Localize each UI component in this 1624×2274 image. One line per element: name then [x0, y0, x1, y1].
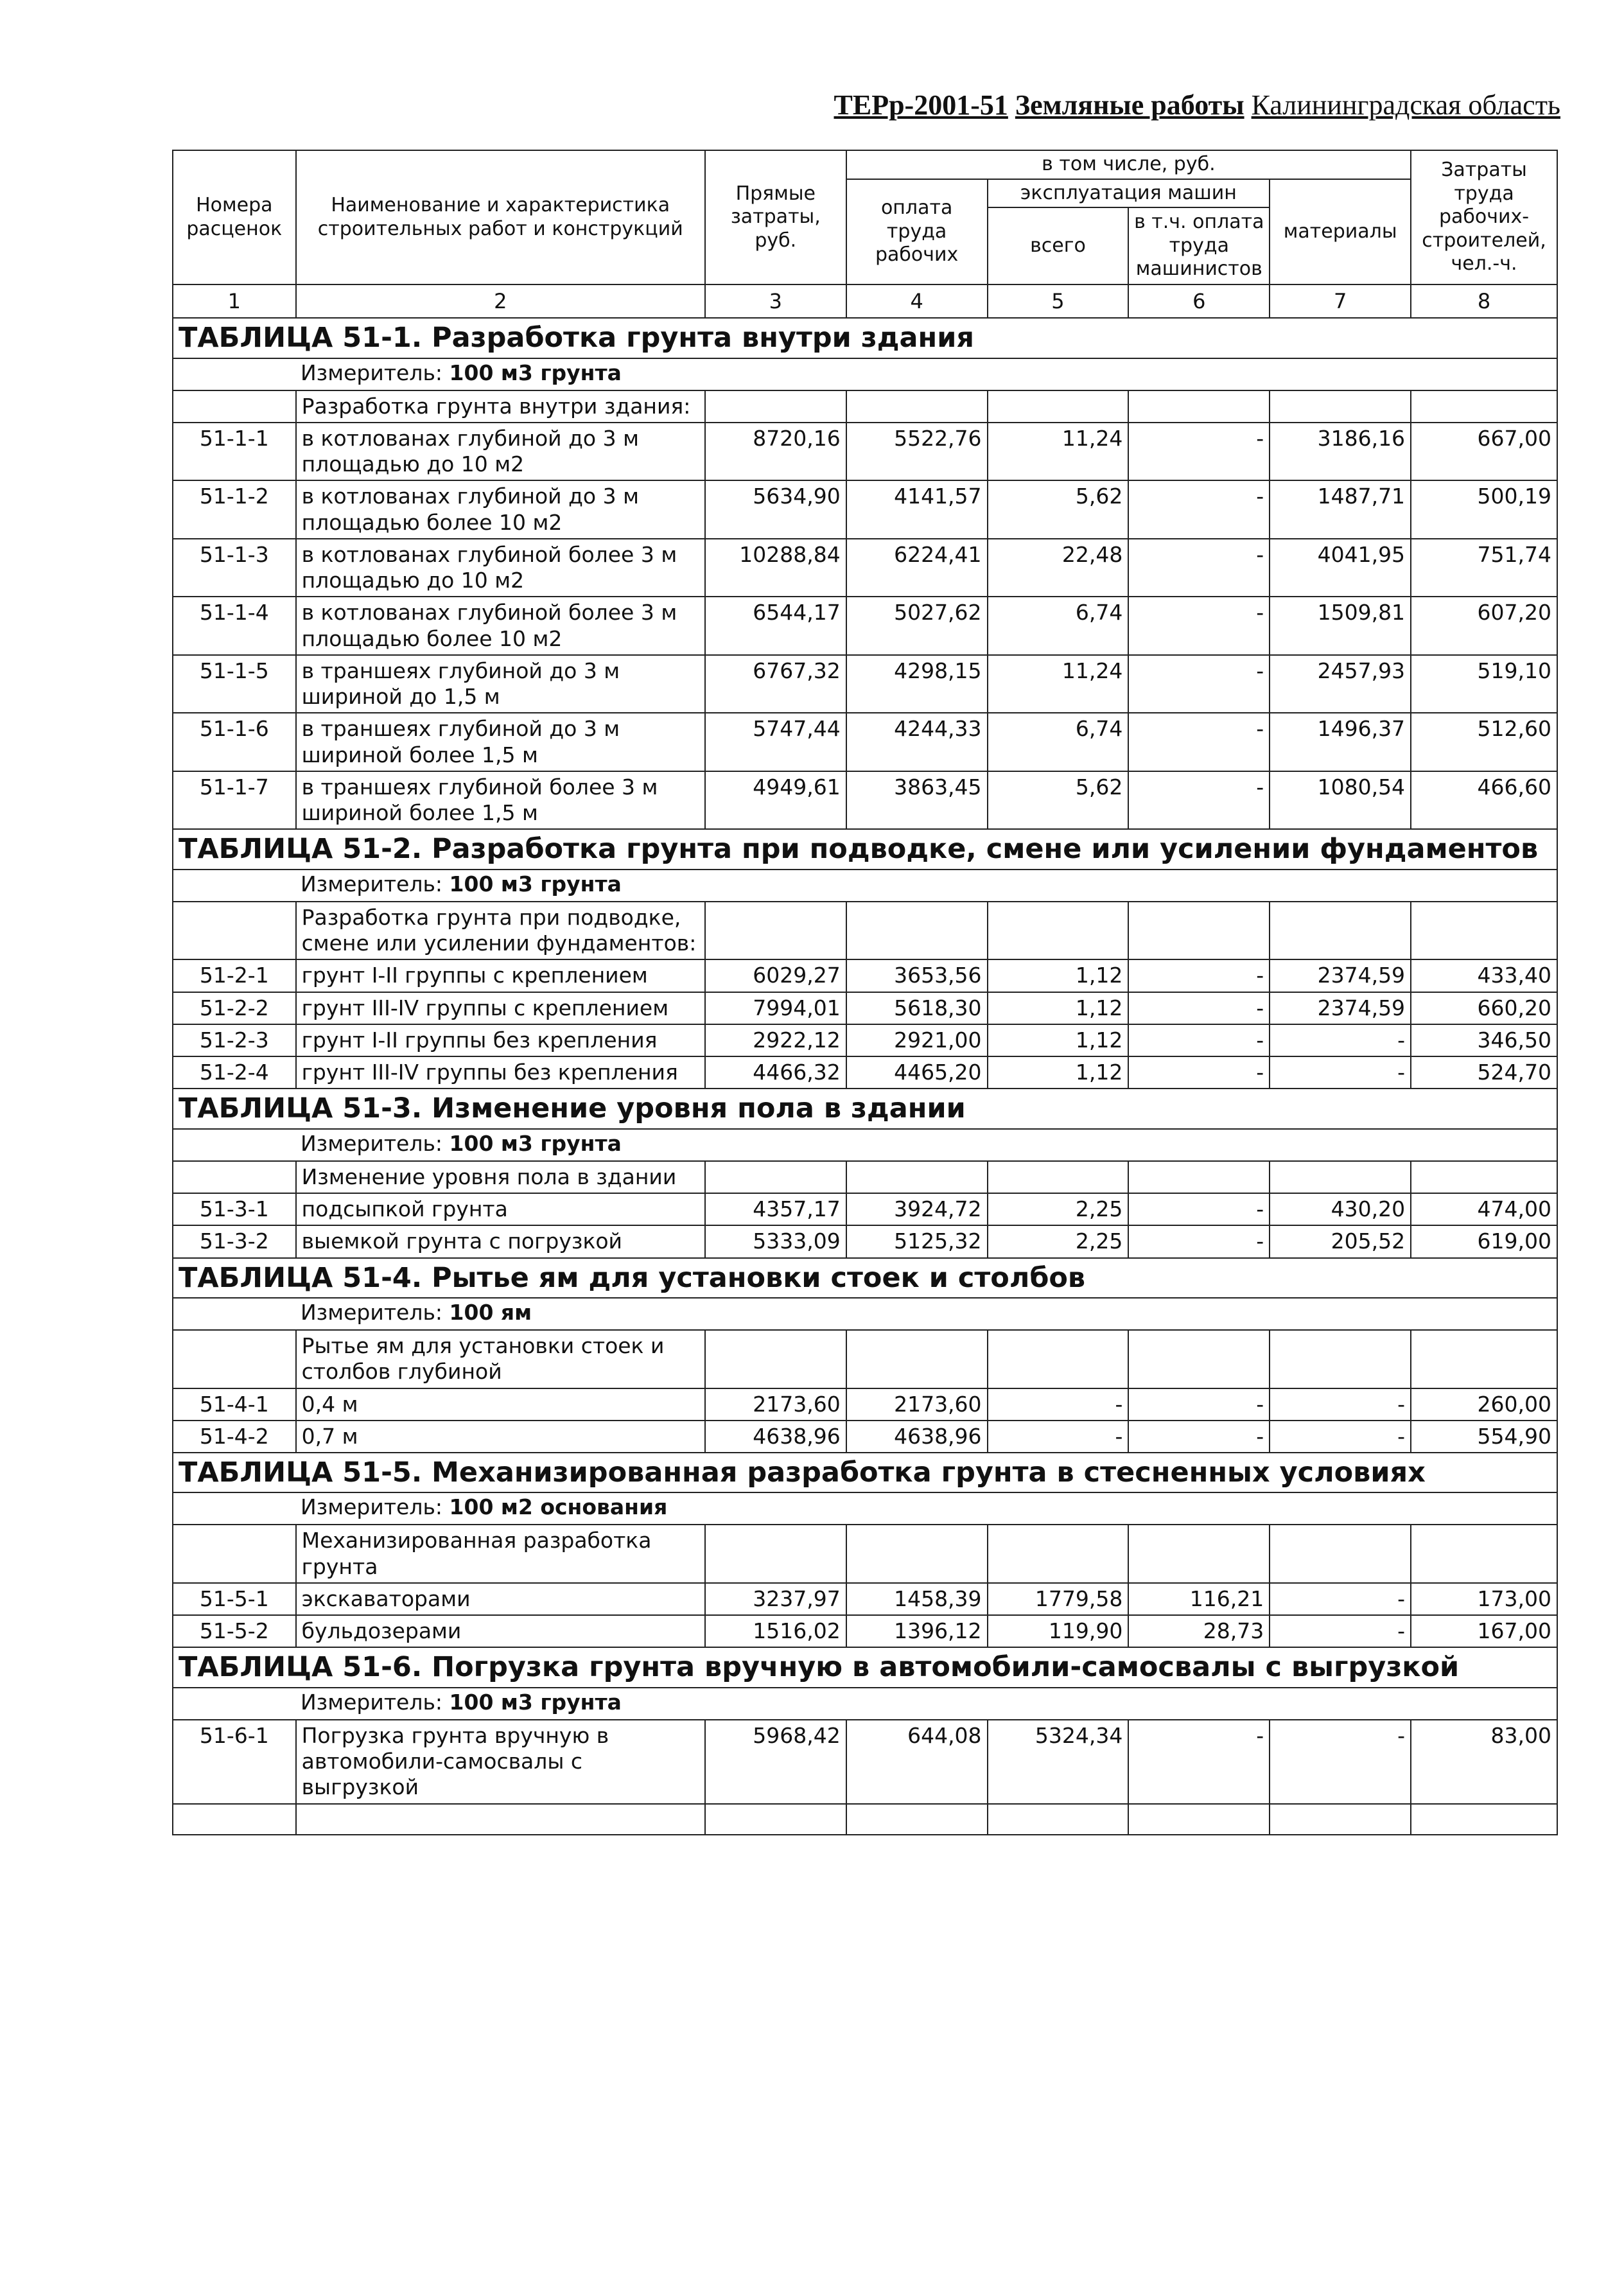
labor-cost: 260,00: [1411, 1388, 1557, 1421]
materials: 3186,16: [1270, 423, 1411, 481]
table-section-title: [173, 1453, 1557, 1492]
measure-text: [301, 871, 622, 897]
measure-value: 100 м3 грунта: [449, 871, 622, 896]
rate-code: 51-2-4: [173, 1056, 296, 1089]
empty-cell: [705, 1330, 846, 1388]
direct-cost: 10288,84: [705, 539, 846, 597]
col-labor-cost-header: Затраты труда рабочих-строителей, чел.-ч.: [1411, 150, 1557, 284]
rate-code: 51-1-4: [173, 597, 296, 655]
work-name: 0,4 м: [296, 1388, 705, 1421]
labor-cost: 433,40: [1411, 959, 1557, 992]
group-label: Механизированная разработка грунта: [296, 1525, 705, 1583]
empty-cell: [173, 1804, 296, 1835]
materials: 1487,71: [1270, 480, 1411, 539]
empty-cell: [705, 390, 846, 423]
direct-cost: 2173,60: [705, 1388, 846, 1421]
section-title: ТАБЛИЦА 51-1. Разработка грунта внутри здания: [173, 318, 1557, 358]
empty-cell: [1411, 1161, 1557, 1193]
machines-labor: -: [1128, 1024, 1270, 1056]
work-name: экскаваторами: [296, 1583, 705, 1615]
measure-label: Измеритель:: [301, 1494, 443, 1520]
empty-cell: [1411, 1330, 1557, 1388]
empty-cell: [1411, 1525, 1557, 1583]
direct-cost: 4949,61: [705, 771, 846, 830]
col-number: 3: [705, 284, 846, 318]
empty-cell: [1270, 1330, 1411, 1388]
work-name: в котлованах глубиной до 3 м площадью до 10 м2: [296, 423, 705, 481]
empty-cell: [846, 1804, 988, 1835]
materials: -: [1270, 1615, 1411, 1647]
labor-cost: 83,00: [1411, 1720, 1557, 1804]
materials: 2374,59: [1270, 992, 1411, 1024]
col-mach-labor-header: в т.ч. оплата труда машинистов: [1128, 207, 1270, 284]
machines-total: -: [988, 1421, 1129, 1453]
machines-labor: -: [1128, 1388, 1270, 1421]
machines-labor: -: [1128, 1193, 1270, 1225]
labor-pay: 1396,12: [846, 1615, 988, 1647]
table-row: [173, 423, 1557, 481]
measure-row: [173, 358, 1557, 390]
measure-cell: [173, 1492, 1557, 1525]
labor-cost: 519,10: [1411, 655, 1557, 713]
measure-text: [301, 360, 622, 386]
group-label: Изменение уровня пола в здании: [296, 1161, 705, 1193]
machines-total: 1,12: [988, 992, 1129, 1024]
machines-total: 22,48: [988, 539, 1129, 597]
empty-cell: [1270, 1804, 1411, 1835]
materials: -: [1270, 1388, 1411, 1421]
group-label: Рытье ям для установки стоек и столбов глубиной: [296, 1330, 705, 1388]
table-section-title: [173, 829, 1557, 869]
measure-value: 100 ям: [449, 1300, 532, 1325]
labor-cost: 554,90: [1411, 1421, 1557, 1453]
measure-value: 100 м2 основания: [449, 1494, 668, 1520]
empty-cell: [1270, 1525, 1411, 1583]
table-row: [173, 1024, 1557, 1056]
table-row: [173, 539, 1557, 597]
rate-code: 51-2-3: [173, 1024, 296, 1056]
col-number: 6: [1128, 284, 1270, 318]
materials: 2374,59: [1270, 959, 1411, 992]
labor-pay: 644,08: [846, 1720, 988, 1804]
labor-cost: 173,00: [1411, 1583, 1557, 1615]
labor-cost: 512,60: [1411, 713, 1557, 771]
machines-labor: 116,21: [1128, 1583, 1270, 1615]
table-row: [173, 959, 1557, 992]
empty-cell: [1411, 1804, 1557, 1835]
table-row: [173, 597, 1557, 655]
labor-cost: 660,20: [1411, 992, 1557, 1024]
group-row: [173, 1525, 1557, 1583]
labor-cost: 619,00: [1411, 1225, 1557, 1257]
table-section-title: [173, 318, 1557, 358]
work-name: подсыпкой грунта: [296, 1193, 705, 1225]
empty-cell: [296, 1804, 705, 1835]
table-section-title: [173, 1647, 1557, 1687]
rate-code: 51-3-1: [173, 1193, 296, 1225]
empty-cell: [705, 902, 846, 960]
empty-cell: [705, 1161, 846, 1193]
labor-pay: 4298,15: [846, 655, 988, 713]
measure-label: Измеритель:: [301, 1689, 443, 1715]
col-number: 7: [1270, 284, 1411, 318]
table-header: [173, 150, 1557, 318]
empty-cell: [988, 1804, 1129, 1835]
labor-cost: 474,00: [1411, 1193, 1557, 1225]
machines-labor: -: [1128, 1056, 1270, 1089]
machines-labor: -: [1128, 1720, 1270, 1804]
rate-code: 51-5-2: [173, 1615, 296, 1647]
rate-code: 51-1-1: [173, 423, 296, 481]
machines-total: -: [988, 1388, 1129, 1421]
labor-cost: 167,00: [1411, 1615, 1557, 1647]
measure-text: [301, 1300, 532, 1325]
col-number: 4: [846, 284, 988, 318]
materials: 430,20: [1270, 1193, 1411, 1225]
empty-cell: [1270, 902, 1411, 960]
direct-cost: 5747,44: [705, 713, 846, 771]
table-section-title: [173, 1089, 1557, 1128]
measure-row: [173, 1298, 1557, 1330]
empty-cell: [846, 1525, 988, 1583]
empty-cell: [705, 1804, 846, 1835]
labor-pay: 2921,00: [846, 1024, 988, 1056]
machines-total: 5,62: [988, 771, 1129, 830]
labor-cost: 524,70: [1411, 1056, 1557, 1089]
rate-code: 51-1-3: [173, 539, 296, 597]
table-row: [173, 771, 1557, 830]
machines-labor: -: [1128, 423, 1270, 481]
empty-cell: [173, 902, 296, 960]
rates-table: [172, 150, 1558, 1835]
rate-code: 51-2-2: [173, 992, 296, 1024]
group-row: [173, 902, 1557, 960]
empty-cell: [988, 1161, 1129, 1193]
machines-labor: -: [1128, 992, 1270, 1024]
direct-cost: 5634,90: [705, 480, 846, 539]
machines-total: 11,24: [988, 655, 1129, 713]
col-number: 8: [1411, 284, 1557, 318]
empty-cell: [1128, 1161, 1270, 1193]
table-row: [173, 992, 1557, 1024]
labor-cost: 667,00: [1411, 423, 1557, 481]
direct-cost: 3237,97: [705, 1583, 846, 1615]
materials: -: [1270, 1024, 1411, 1056]
empty-cell: [1128, 390, 1270, 423]
machines-total: 5324,34: [988, 1720, 1129, 1804]
empty-cell: [1128, 1804, 1270, 1835]
rate-code: 51-2-1: [173, 959, 296, 992]
col-number: 2: [296, 284, 705, 318]
doc-title: Земляные работы: [1015, 89, 1244, 121]
doc-region: Калининградская область: [1251, 89, 1560, 121]
table-end-row: [173, 1804, 1557, 1835]
doc-code: ТЕРр-2001-51: [834, 89, 1008, 121]
materials: 205,52: [1270, 1225, 1411, 1257]
rate-code: 51-1-7: [173, 771, 296, 830]
col-number: 1: [173, 284, 296, 318]
machines-total: 2,25: [988, 1225, 1129, 1257]
column-numbers-row: [173, 284, 1557, 318]
labor-pay: 4141,57: [846, 480, 988, 539]
materials: -: [1270, 1421, 1411, 1453]
rate-code: 51-1-6: [173, 713, 296, 771]
empty-cell: [173, 390, 296, 423]
direct-cost: 4357,17: [705, 1193, 846, 1225]
materials: -: [1270, 1720, 1411, 1804]
measure-row: [173, 1492, 1557, 1525]
machines-total: 6,74: [988, 713, 1129, 771]
empty-cell: [988, 1330, 1129, 1388]
direct-cost: 5968,42: [705, 1720, 846, 1804]
measure-label: Измеритель:: [301, 1300, 443, 1325]
direct-cost: 6544,17: [705, 597, 846, 655]
machines-labor: -: [1128, 713, 1270, 771]
labor-cost: 466,60: [1411, 771, 1557, 830]
labor-pay: 5522,76: [846, 423, 988, 481]
work-name: Погрузка грунта вручную в автомобили-самосвалы с выгрузкой: [296, 1720, 705, 1804]
machines-total: 1,12: [988, 1056, 1129, 1089]
col-labor-pay-header: оплата труда рабочих: [846, 179, 988, 285]
rate-code: 51-3-2: [173, 1225, 296, 1257]
table-body: [173, 318, 1557, 1834]
col-machines-header: эксплуатация машин: [988, 179, 1270, 208]
section-title: ТАБЛИЦА 51-3. Изменение уровня пола в здании: [173, 1089, 1557, 1128]
empty-cell: [173, 1161, 296, 1193]
machines-total: 119,90: [988, 1615, 1129, 1647]
work-name: в котлованах глубиной более 3 м площадью до 10 м2: [296, 539, 705, 597]
measure-label: Измеритель:: [301, 1130, 443, 1156]
labor-pay: 3863,45: [846, 771, 988, 830]
materials: 1496,37: [1270, 713, 1411, 771]
group-row: [173, 1161, 1557, 1193]
group-row: [173, 1330, 1557, 1388]
measure-label: Измеритель:: [301, 360, 443, 385]
labor-pay: 4465,20: [846, 1056, 988, 1089]
measure-text: [301, 1690, 622, 1715]
labor-pay: 5027,62: [846, 597, 988, 655]
table-row: [173, 713, 1557, 771]
machines-labor: -: [1128, 959, 1270, 992]
group-label: Разработка грунта при подводке, смене или усилении фундаментов:: [296, 902, 705, 960]
materials: -: [1270, 1583, 1411, 1615]
work-name: в траншеях глубиной до 3 м шириной до 1,5 м: [296, 655, 705, 713]
labor-cost: 751,74: [1411, 539, 1557, 597]
table-section-title: [173, 1258, 1557, 1298]
work-name: в траншеях глубиной до 3 м шириной более 1,5 м: [296, 713, 705, 771]
measure-text: [301, 1131, 622, 1157]
col-code-header: Номера расценок: [173, 150, 296, 284]
section-title: ТАБЛИЦА 51-6. Погрузка грунта вручную в автомобили-самосвалы с выгрузкой: [173, 1647, 1557, 1687]
machines-total: 1779,58: [988, 1583, 1129, 1615]
table-row: [173, 1615, 1557, 1647]
table-row: [173, 480, 1557, 539]
measure-cell: [173, 1688, 1557, 1720]
direct-cost: 4466,32: [705, 1056, 846, 1089]
direct-cost: 8720,16: [705, 423, 846, 481]
rate-code: 51-1-5: [173, 655, 296, 713]
machines-total: 2,25: [988, 1193, 1129, 1225]
direct-cost: 4638,96: [705, 1421, 846, 1453]
labor-pay: 3653,56: [846, 959, 988, 992]
machines-total: 6,74: [988, 597, 1129, 655]
table-row: [173, 1225, 1557, 1257]
table-row: [173, 1421, 1557, 1453]
group-label: Разработка грунта внутри здания:: [296, 390, 705, 423]
labor-cost: 500,19: [1411, 480, 1557, 539]
labor-pay: 1458,39: [846, 1583, 988, 1615]
empty-cell: [1411, 390, 1557, 423]
work-name: в траншеях глубиной более 3 м шириной более 1,5 м: [296, 771, 705, 830]
measure-label: Измеритель:: [301, 871, 443, 896]
measure-row: [173, 870, 1557, 902]
empty-cell: [173, 1330, 296, 1388]
machines-labor: -: [1128, 597, 1270, 655]
empty-cell: [1270, 390, 1411, 423]
machines-labor: -: [1128, 1421, 1270, 1453]
direct-cost: 6767,32: [705, 655, 846, 713]
work-name: в котлованах глубиной более 3 м площадью более 10 м2: [296, 597, 705, 655]
rate-code: 51-4-1: [173, 1388, 296, 1421]
table-row: [173, 655, 1557, 713]
section-title: ТАБЛИЦА 51-4. Рытье ям для установки стоек и столбов: [173, 1258, 1557, 1298]
machines-labor: -: [1128, 771, 1270, 830]
table-row: [173, 1193, 1557, 1225]
measure-value: 100 м3 грунта: [449, 1130, 622, 1156]
machines-total: 1,12: [988, 959, 1129, 992]
empty-cell: [1128, 1330, 1270, 1388]
labor-pay: 5125,32: [846, 1225, 988, 1257]
materials: 2457,93: [1270, 655, 1411, 713]
table-row: [173, 1583, 1557, 1615]
machines-total: 11,24: [988, 423, 1129, 481]
col-number: 5: [988, 284, 1129, 318]
empty-cell: [846, 1330, 988, 1388]
machines-labor: -: [1128, 655, 1270, 713]
labor-pay: 3924,72: [846, 1193, 988, 1225]
labor-pay: 4638,96: [846, 1421, 988, 1453]
labor-cost: 346,50: [1411, 1024, 1557, 1056]
machines-total: 1,12: [988, 1024, 1129, 1056]
labor-pay: 6224,41: [846, 539, 988, 597]
machines-labor: -: [1128, 1225, 1270, 1257]
empty-cell: [1128, 1525, 1270, 1583]
direct-cost: 7994,01: [705, 992, 846, 1024]
work-name: грунт I-II группы без крепления: [296, 1024, 705, 1056]
empty-cell: [1128, 902, 1270, 960]
col-materials-header: материалы: [1270, 179, 1411, 285]
table-row: [173, 1720, 1557, 1804]
measure-row: [173, 1688, 1557, 1720]
col-incl-header: в том числе, руб.: [846, 150, 1411, 179]
materials: 1509,81: [1270, 597, 1411, 655]
rate-code: 51-1-2: [173, 480, 296, 539]
measure-cell: [173, 1129, 1557, 1161]
measure-value: 100 м3 грунта: [449, 360, 622, 385]
page-header: [706, 89, 1560, 121]
work-name: 0,7 м: [296, 1421, 705, 1453]
empty-cell: [988, 902, 1129, 960]
section-title: ТАБЛИЦА 51-2. Разработка грунта при подводке, смене или усилении фундаментов: [173, 829, 1557, 869]
rate-code: 51-6-1: [173, 1720, 296, 1804]
empty-cell: [1411, 902, 1557, 960]
section-title: ТАБЛИЦА 51-5. Механизированная разработка грунта в стесненных условиях: [173, 1453, 1557, 1492]
machines-total: 5,62: [988, 480, 1129, 539]
machines-labor: 28,73: [1128, 1615, 1270, 1647]
measure-cell: [173, 870, 1557, 902]
labor-pay: 5618,30: [846, 992, 988, 1024]
empty-cell: [846, 390, 988, 423]
empty-cell: [173, 1525, 296, 1583]
col-direct-header: Прямые затраты, руб.: [705, 150, 846, 284]
machines-labor: -: [1128, 480, 1270, 539]
materials: 1080,54: [1270, 771, 1411, 830]
measure-cell: [173, 1298, 1557, 1330]
empty-cell: [846, 902, 988, 960]
work-name: грунт III-IV группы с креплением: [296, 992, 705, 1024]
measure-text: [301, 1494, 667, 1520]
work-name: в котлованах глубиной до 3 м площадью более 10 м2: [296, 480, 705, 539]
work-name: бульдозерами: [296, 1615, 705, 1647]
empty-cell: [1270, 1161, 1411, 1193]
machines-labor: -: [1128, 539, 1270, 597]
direct-cost: 5333,09: [705, 1225, 846, 1257]
labor-pay: 4244,33: [846, 713, 988, 771]
labor-cost: 607,20: [1411, 597, 1557, 655]
work-name: выемкой грунта с погрузкой: [296, 1225, 705, 1257]
measure-cell: [173, 358, 1557, 390]
empty-cell: [705, 1525, 846, 1583]
work-name: грунт III-IV группы без крепления: [296, 1056, 705, 1089]
col-mach-total-header: всего: [988, 207, 1129, 284]
group-row: [173, 390, 1557, 423]
table-row: [173, 1056, 1557, 1089]
empty-cell: [988, 1525, 1129, 1583]
table-row: [173, 1388, 1557, 1421]
labor-pay: 2173,60: [846, 1388, 988, 1421]
col-name-header: Наименование и характеристика строительных работ и конструкций: [296, 150, 705, 284]
materials: -: [1270, 1056, 1411, 1089]
direct-cost: 6029,27: [705, 959, 846, 992]
direct-cost: 1516,02: [705, 1615, 846, 1647]
measure-value: 100 м3 грунта: [449, 1689, 622, 1715]
work-name: грунт I-II группы с креплением: [296, 959, 705, 992]
materials: 4041,95: [1270, 539, 1411, 597]
direct-cost: 2922,12: [705, 1024, 846, 1056]
empty-cell: [988, 390, 1129, 423]
measure-row: [173, 1129, 1557, 1161]
rate-code: 51-4-2: [173, 1421, 296, 1453]
rate-code: 51-5-1: [173, 1583, 296, 1615]
empty-cell: [846, 1161, 988, 1193]
